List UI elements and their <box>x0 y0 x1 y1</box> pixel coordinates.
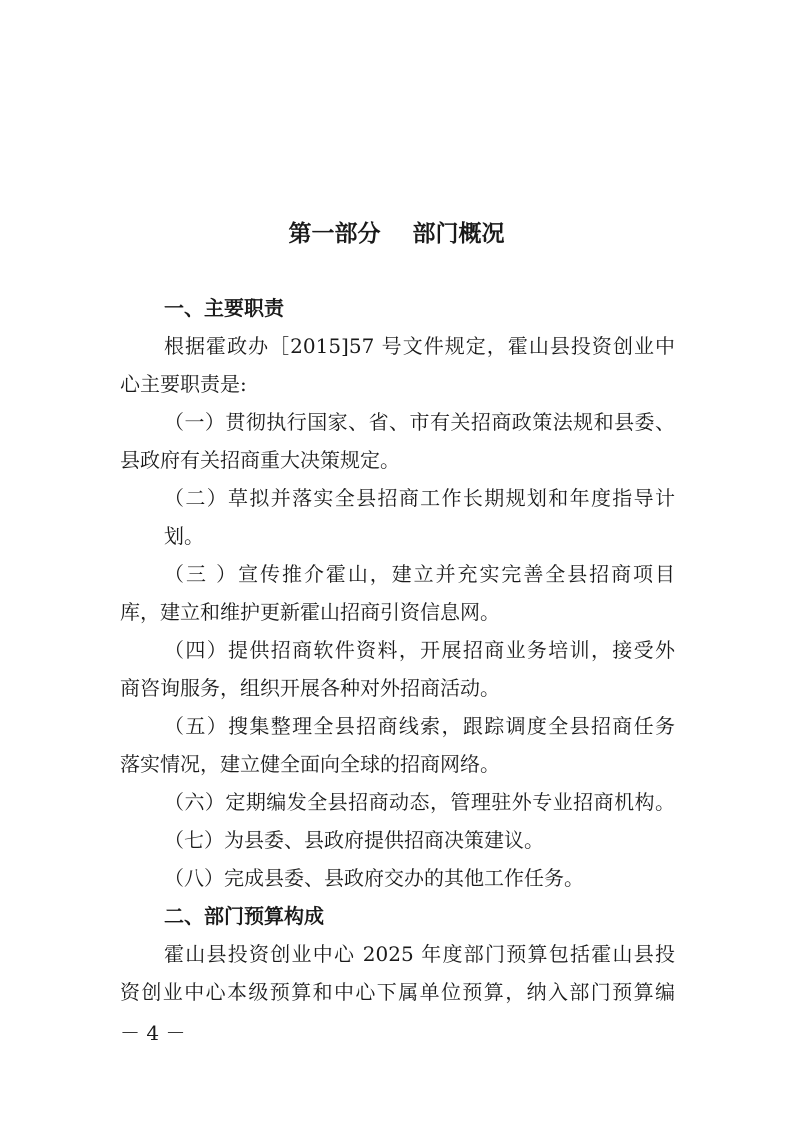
paragraph-line: 商咨询服务，组织开展各种对外招商活动。 <box>120 676 500 700</box>
paragraph-line: （二）草拟并落实全县招商工作长期规划和年度指导计 <box>164 486 675 510</box>
paragraph-line: （七）为县委、县政府提供招商决策建议。 <box>164 828 544 852</box>
paragraph-line: 霍山县投资创业中心 2025 年度部门预算包括霍山县投 <box>164 942 675 966</box>
page-number: － 4 － <box>120 1021 186 1045</box>
section-heading-budget-composition: 二、部门预算构成 <box>164 904 324 928</box>
paragraph-line: （五）搜集整理全县招商线索，跟踪调度全县招商任务 <box>164 714 675 738</box>
page-title: 第一部分 部门概况 <box>288 221 505 247</box>
section-heading-main-duties: 一、主要职责 <box>164 296 284 320</box>
paragraph-line: （四）提供招商软件资料，开展招商业务培训，接受外 <box>164 638 675 662</box>
paragraph-line: 划。 <box>164 524 204 548</box>
paragraph-line: 落实情况，建立健全面向全球的招商网络。 <box>120 752 500 776</box>
paragraph-line: 资创业中心本级预算和中心下属单位预算，纳入部门预算编 <box>120 980 675 1004</box>
paragraph-line: （六）定期编发全县招商动态，管理驻外专业招商机构。 <box>164 790 675 814</box>
paragraph-line: （三 ）宣传推介霍山，建立并充实完善全县招商项目 <box>164 562 675 586</box>
paragraph-line: 心主要职责是: <box>120 372 247 396</box>
paragraph-line: 根据霍政办［2015]57 号文件规定，霍山县投资创业中 <box>164 334 675 358</box>
paragraph-line: （一）贯彻执行国家、省、市有关招商政策法规和县委、 <box>164 410 675 434</box>
paragraph-line: 县政府有关招商重大决策规定。 <box>120 448 400 472</box>
paragraph-line: 库，建立和维护更新霍山招商引资信息网。 <box>120 600 500 624</box>
paragraph-line: （八）完成县委、县政府交办的其他工作任务。 <box>164 866 584 890</box>
